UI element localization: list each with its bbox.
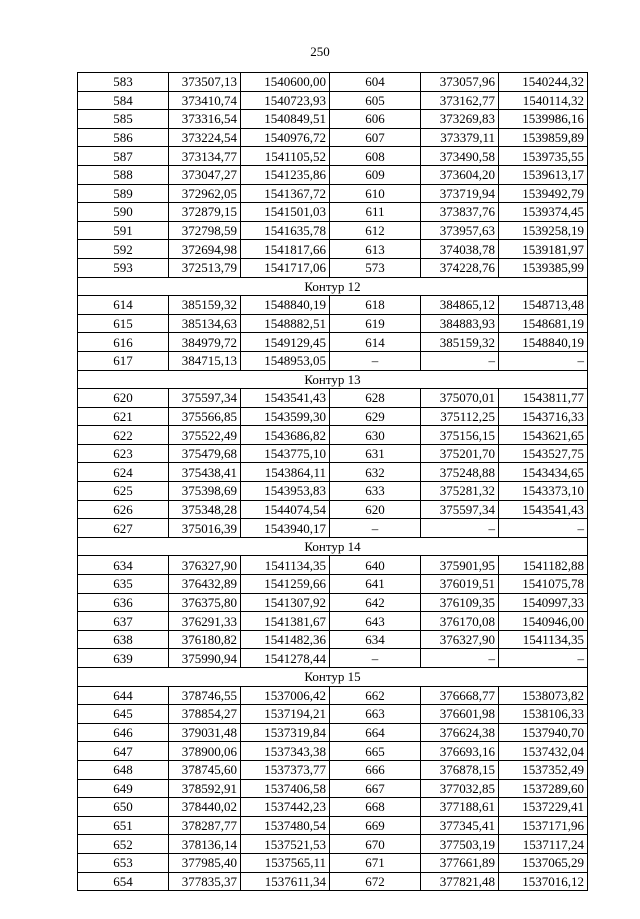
y-coordinate-cell: 1543541,43 [241,389,330,408]
y-coordinate-cell: 1537373,77 [241,760,330,779]
point-number-cell: 620 [78,389,169,408]
point-number-cell: 629 [330,407,421,426]
point-number-cell: 634 [330,630,421,649]
x-coordinate-cell: 377985,40 [169,853,241,872]
point-number-cell: 619 [330,314,421,333]
x-coordinate-cell: 373057,96 [421,73,499,92]
x-coordinate-cell: 373410,74 [169,91,241,110]
coordinates-table [77,72,588,891]
y-coordinate-cell: 1539374,45 [499,203,588,222]
y-coordinate-cell: 1543434,65 [499,463,588,482]
point-number-cell: 639 [78,649,169,668]
section-header-row [78,537,588,556]
point-number-cell: 664 [330,723,421,742]
y-coordinate-cell: 1539986,16 [499,110,588,129]
table-row [78,444,588,463]
point-number-cell: 618 [330,296,421,315]
table-row [78,426,588,445]
y-coordinate-cell: 1541134,35 [499,630,588,649]
point-number-cell: 609 [330,165,421,184]
table-row [78,482,588,501]
table-row [78,853,588,872]
section-header-row [78,668,588,687]
x-coordinate-cell: 378900,06 [169,742,241,761]
x-coordinate-cell: 377345,41 [421,816,499,835]
x-coordinate-cell: 379031,48 [169,723,241,742]
y-coordinate-cell: 1543940,17 [241,519,330,538]
point-number-cell: 633 [330,482,421,501]
point-number-cell: 648 [78,760,169,779]
y-coordinate-cell: 1540723,93 [241,91,330,110]
table-row [78,593,588,612]
point-number-cell: 610 [330,184,421,203]
y-coordinate-cell: 1548681,19 [499,314,588,333]
point-number-cell: 586 [78,128,169,147]
point-number-cell: 640 [330,556,421,575]
point-number-cell: 624 [78,463,169,482]
point-number-cell: 588 [78,165,169,184]
point-number-cell: 643 [330,612,421,631]
point-number-cell: 612 [330,221,421,240]
point-number-cell: 590 [78,203,169,222]
y-coordinate-cell: 1541367,72 [241,184,330,203]
section-title: Контур 14 [78,537,588,556]
coordinates-table-body [78,73,588,891]
x-coordinate-cell: 378592,91 [169,779,241,798]
point-number-cell: 587 [78,147,169,166]
x-coordinate-cell: 376327,90 [421,630,499,649]
table-row [78,835,588,854]
table-row [78,296,588,315]
point-number-cell: – [330,351,421,370]
y-coordinate-cell: 1543716,33 [499,407,588,426]
y-coordinate-cell: 1541134,35 [241,556,330,575]
x-coordinate-cell: 385159,32 [169,296,241,315]
page-number: 250 [310,44,330,59]
table-row [78,147,588,166]
point-number-cell: 621 [78,407,169,426]
point-number-cell: 663 [330,705,421,724]
x-coordinate-cell: 374038,78 [421,240,499,259]
point-number-cell: 584 [78,91,169,110]
y-coordinate-cell: 1537565,11 [241,853,330,872]
point-number-cell: 649 [78,779,169,798]
y-coordinate-cell: 1537171,96 [499,816,588,835]
y-coordinate-cell: 1541817,66 [241,240,330,259]
table-row [78,872,588,891]
x-coordinate-cell: 384715,13 [169,351,241,370]
point-number-cell: 613 [330,240,421,259]
x-coordinate-cell: 375248,88 [421,463,499,482]
x-coordinate-cell: 373134,77 [169,147,241,166]
table-row [78,203,588,222]
x-coordinate-cell: 376375,80 [169,593,241,612]
table-row [78,463,588,482]
x-coordinate-cell: 377661,89 [421,853,499,872]
y-coordinate-cell: 1537229,41 [499,798,588,817]
table-row [78,519,588,538]
y-coordinate-cell: 1539181,97 [499,240,588,259]
x-coordinate-cell: 377821,48 [421,872,499,891]
point-number-cell: 644 [78,686,169,705]
x-coordinate-cell: 376668,77 [421,686,499,705]
x-coordinate-cell: 372694,98 [169,240,241,259]
y-coordinate-cell: 1537442,23 [241,798,330,817]
x-coordinate-cell: 373316,54 [169,110,241,129]
point-number-cell: – [330,649,421,668]
x-coordinate-cell: 375438,41 [169,463,241,482]
y-coordinate-cell: 1541105,52 [241,147,330,166]
point-number-cell: 672 [330,872,421,891]
y-coordinate-cell: 1537065,29 [499,853,588,872]
y-coordinate-cell: 1541075,78 [499,575,588,594]
x-coordinate-cell: 384979,72 [169,333,241,352]
x-coordinate-cell: 375281,32 [421,482,499,501]
point-number-cell: 651 [78,816,169,835]
y-coordinate-cell: 1541482,36 [241,630,330,649]
point-number-cell: 589 [78,184,169,203]
x-coordinate-cell: 373269,83 [421,110,499,129]
table-row [78,500,588,519]
x-coordinate-cell: – [421,351,499,370]
table-row [78,705,588,724]
y-coordinate-cell: 1539258,19 [499,221,588,240]
point-number-cell: 647 [78,742,169,761]
table-row [78,165,588,184]
y-coordinate-cell: 1537521,53 [241,835,330,854]
point-number-cell: 631 [330,444,421,463]
table-row [78,314,588,333]
point-number-cell: 614 [78,296,169,315]
x-coordinate-cell: 375597,34 [421,500,499,519]
y-coordinate-cell: 1541501,03 [241,203,330,222]
point-number-cell: 646 [78,723,169,742]
y-coordinate-cell: 1541635,78 [241,221,330,240]
y-coordinate-cell: 1537117,24 [499,835,588,854]
point-number-cell: 662 [330,686,421,705]
point-number-cell: 592 [78,240,169,259]
y-coordinate-cell: 1537343,38 [241,742,330,761]
x-coordinate-cell: 373837,76 [421,203,499,222]
point-number-cell: 628 [330,389,421,408]
section-header-row [78,277,588,296]
y-coordinate-cell: 1537611,34 [241,872,330,891]
section-header-row [78,370,588,389]
y-coordinate-cell: 1537480,54 [241,816,330,835]
point-number-cell: 641 [330,575,421,594]
point-number-cell: 625 [78,482,169,501]
x-coordinate-cell: 377032,85 [421,779,499,798]
y-coordinate-cell: 1548882,51 [241,314,330,333]
y-coordinate-cell: 1541717,06 [241,258,330,277]
table-row [78,91,588,110]
point-number-cell: 585 [78,110,169,129]
y-coordinate-cell: 1539859,89 [499,128,588,147]
x-coordinate-cell: 374228,76 [421,258,499,277]
x-coordinate-cell: 376693,16 [421,742,499,761]
x-coordinate-cell: 378746,55 [169,686,241,705]
point-number-cell: 638 [78,630,169,649]
table-row [78,407,588,426]
x-coordinate-cell: 376601,98 [421,705,499,724]
y-coordinate-cell: 1540114,32 [499,91,588,110]
point-number-cell: 627 [78,519,169,538]
table-row [78,221,588,240]
x-coordinate-cell: 376170,08 [421,612,499,631]
x-coordinate-cell: 373379,11 [421,128,499,147]
point-number-cell: 668 [330,798,421,817]
x-coordinate-cell: 373490,58 [421,147,499,166]
table-row [78,779,588,798]
y-coordinate-cell: 1538106,33 [499,705,588,724]
y-coordinate-cell: 1541235,86 [241,165,330,184]
x-coordinate-cell: 378745,60 [169,760,241,779]
point-number-cell: – [330,519,421,538]
x-coordinate-cell: 375070,01 [421,389,499,408]
x-coordinate-cell: 375990,94 [169,649,241,668]
x-coordinate-cell: 376878,15 [421,760,499,779]
y-coordinate-cell: 1540997,33 [499,593,588,612]
point-number-cell: 608 [330,147,421,166]
x-coordinate-cell: 375016,39 [169,519,241,538]
point-number-cell: 615 [78,314,169,333]
point-number-cell: 620 [330,500,421,519]
y-coordinate-cell: 1543541,43 [499,500,588,519]
point-number-cell: 606 [330,110,421,129]
table-row [78,258,588,277]
y-coordinate-cell: 1543373,10 [499,482,588,501]
y-coordinate-cell: 1543953,83 [241,482,330,501]
point-number-cell: 591 [78,221,169,240]
y-coordinate-cell: – [499,351,588,370]
point-number-cell: 666 [330,760,421,779]
y-coordinate-cell: 1540946,00 [499,612,588,631]
point-number-cell: 611 [330,203,421,222]
point-number-cell: 671 [330,853,421,872]
y-coordinate-cell: 1549129,45 [241,333,330,352]
y-coordinate-cell: 1541182,88 [499,556,588,575]
table-row [78,686,588,705]
point-number-cell: 635 [78,575,169,594]
y-coordinate-cell: 1537940,70 [499,723,588,742]
y-coordinate-cell: 1537016,12 [499,872,588,891]
x-coordinate-cell: – [421,649,499,668]
section-title: Контур 15 [78,668,588,687]
point-number-cell: 669 [330,816,421,835]
y-coordinate-cell: 1537194,21 [241,705,330,724]
x-coordinate-cell: 373957,63 [421,221,499,240]
table-row [78,240,588,259]
x-coordinate-cell: 376291,33 [169,612,241,631]
point-number-cell: 573 [330,258,421,277]
x-coordinate-cell: – [421,519,499,538]
x-coordinate-cell: 385134,63 [169,314,241,333]
point-number-cell: 654 [78,872,169,891]
x-coordinate-cell: 373719,94 [421,184,499,203]
y-coordinate-cell: 1537432,04 [499,742,588,761]
point-number-cell: 622 [78,426,169,445]
y-coordinate-cell: 1539492,79 [499,184,588,203]
y-coordinate-cell: 1548953,05 [241,351,330,370]
section-title: Контур 13 [78,370,588,389]
table-row [78,649,588,668]
x-coordinate-cell: 372798,59 [169,221,241,240]
y-coordinate-cell: 1537406,58 [241,779,330,798]
point-number-cell: 667 [330,779,421,798]
x-coordinate-cell: 377835,37 [169,872,241,891]
x-coordinate-cell: 375901,95 [421,556,499,575]
table-row [78,760,588,779]
y-coordinate-cell: 1540976,72 [241,128,330,147]
table-row [78,575,588,594]
point-number-cell: 614 [330,333,421,352]
point-number-cell: 632 [330,463,421,482]
point-number-cell: 670 [330,835,421,854]
y-coordinate-cell: 1548840,19 [241,296,330,315]
table-row [78,630,588,649]
table-row [78,128,588,147]
x-coordinate-cell: 375398,69 [169,482,241,501]
point-number-cell: 665 [330,742,421,761]
table-row [78,612,588,631]
section-title: Контур 12 [78,277,588,296]
point-number-cell: 636 [78,593,169,612]
x-coordinate-cell: 375522,49 [169,426,241,445]
y-coordinate-cell: 1543599,30 [241,407,330,426]
y-coordinate-cell: – [499,519,588,538]
y-coordinate-cell: 1540849,51 [241,110,330,129]
x-coordinate-cell: 376432,89 [169,575,241,594]
y-coordinate-cell: 1539385,99 [499,258,588,277]
x-coordinate-cell: 375156,15 [421,426,499,445]
point-number-cell: 637 [78,612,169,631]
x-coordinate-cell: 375479,68 [169,444,241,463]
x-coordinate-cell: 373162,77 [421,91,499,110]
point-number-cell: 634 [78,556,169,575]
table-row [78,110,588,129]
x-coordinate-cell: 376019,51 [421,575,499,594]
y-coordinate-cell: 1541278,44 [241,649,330,668]
y-coordinate-cell: 1548840,19 [499,333,588,352]
x-coordinate-cell: 384865,12 [421,296,499,315]
y-coordinate-cell: 1537289,60 [499,779,588,798]
y-coordinate-cell: 1544074,54 [241,500,330,519]
y-coordinate-cell: 1539613,17 [499,165,588,184]
x-coordinate-cell: 384883,93 [421,314,499,333]
x-coordinate-cell: 377188,61 [421,798,499,817]
y-coordinate-cell: 1539735,55 [499,147,588,166]
table-row [78,742,588,761]
y-coordinate-cell: – [499,649,588,668]
y-coordinate-cell: 1540244,32 [499,73,588,92]
point-number-cell: 604 [330,73,421,92]
table-row [78,798,588,817]
point-number-cell: 593 [78,258,169,277]
table-row [78,816,588,835]
x-coordinate-cell: 378136,14 [169,835,241,854]
point-number-cell: 583 [78,73,169,92]
point-number-cell: 645 [78,705,169,724]
point-number-cell: 616 [78,333,169,352]
point-number-cell: 626 [78,500,169,519]
point-number-cell: 650 [78,798,169,817]
y-coordinate-cell: 1541381,67 [241,612,330,631]
table-row [78,556,588,575]
y-coordinate-cell: 1548713,48 [499,296,588,315]
x-coordinate-cell: 375112,25 [421,407,499,426]
y-coordinate-cell: 1537352,49 [499,760,588,779]
y-coordinate-cell: 1541307,92 [241,593,330,612]
x-coordinate-cell: 378854,27 [169,705,241,724]
x-coordinate-cell: 373507,13 [169,73,241,92]
y-coordinate-cell: 1543775,10 [241,444,330,463]
table-row [78,389,588,408]
y-coordinate-cell: 1543811,77 [499,389,588,408]
x-coordinate-cell: 377503,19 [421,835,499,854]
table-row [78,333,588,352]
y-coordinate-cell: 1538073,82 [499,686,588,705]
point-number-cell: 607 [330,128,421,147]
y-coordinate-cell: 1543527,75 [499,444,588,463]
table-row [78,184,588,203]
y-coordinate-cell: 1543864,11 [241,463,330,482]
x-coordinate-cell: 376180,82 [169,630,241,649]
x-coordinate-cell: 373224,54 [169,128,241,147]
point-number-cell: 605 [330,91,421,110]
x-coordinate-cell: 373047,27 [169,165,241,184]
table-row [78,351,588,370]
x-coordinate-cell: 375348,28 [169,500,241,519]
y-coordinate-cell: 1537006,42 [241,686,330,705]
x-coordinate-cell: 378287,77 [169,816,241,835]
point-number-cell: 652 [78,835,169,854]
x-coordinate-cell: 372879,15 [169,203,241,222]
table-row [78,73,588,92]
y-coordinate-cell: 1540600,00 [241,73,330,92]
y-coordinate-cell: 1537319,84 [241,723,330,742]
x-coordinate-cell: 372513,79 [169,258,241,277]
y-coordinate-cell: 1543686,82 [241,426,330,445]
x-coordinate-cell: 372962,05 [169,184,241,203]
x-coordinate-cell: 385159,32 [421,333,499,352]
y-coordinate-cell: 1543621,65 [499,426,588,445]
x-coordinate-cell: 375597,34 [169,389,241,408]
point-number-cell: 630 [330,426,421,445]
table-row [78,723,588,742]
point-number-cell: 642 [330,593,421,612]
y-coordinate-cell: 1541259,66 [241,575,330,594]
x-coordinate-cell: 375201,70 [421,444,499,463]
x-coordinate-cell: 373604,20 [421,165,499,184]
x-coordinate-cell: 376109,35 [421,593,499,612]
x-coordinate-cell: 376624,38 [421,723,499,742]
x-coordinate-cell: 376327,90 [169,556,241,575]
x-coordinate-cell: 378440,02 [169,798,241,817]
x-coordinate-cell: 375566,85 [169,407,241,426]
point-number-cell: 617 [78,351,169,370]
point-number-cell: 653 [78,853,169,872]
point-number-cell: 623 [78,444,169,463]
